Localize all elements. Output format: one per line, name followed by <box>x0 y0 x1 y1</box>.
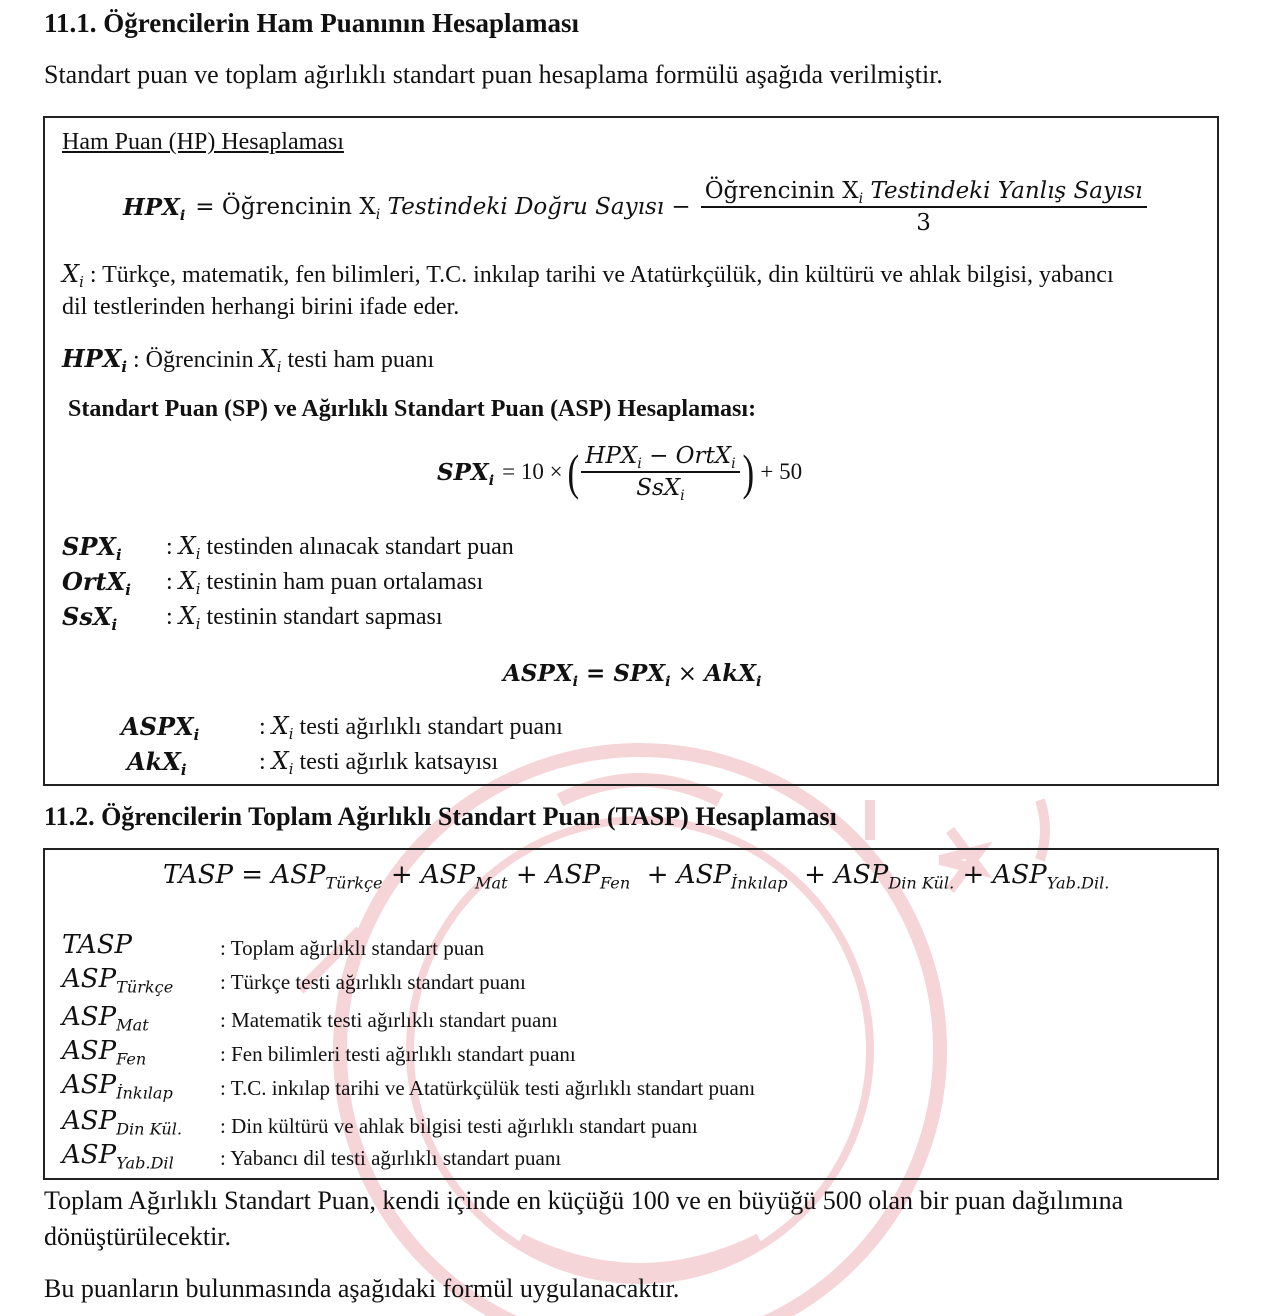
sp-formula: $SPX_i$ = 10 × ( $\frac{HPX_i - OrtX_i}{SsX_i}$ ) + 50 <box>437 443 803 504</box>
hp-fraction-numerator: Öğrencinin $X_i$ Testindeki Yanlış Sayısı <box>701 178 1147 208</box>
asp-inkilap-symbol: $ASP_{İnkılap}$ <box>62 1070 173 1103</box>
tasp-box <box>43 848 1219 1180</box>
tasp-formula-term: $ASP_{Yab.Dil.}$ <box>992 860 1110 893</box>
hp-fraction-denominator: 3 <box>916 210 931 236</box>
tasp-description: : Toplam ağırlıklı standart puan <box>220 936 485 960</box>
formula-intro-paragraph: Bu puanların bulunmasında aşağıdaki formül uygulanacaktır. <box>44 1274 680 1303</box>
tasp-formula-term: $ASP_{Mat}$ + <box>420 860 546 893</box>
tasp-formula: TASP = $ASP_{Türkçe} + ASP_{Mat} + ASP_{Fen} + ASP_{İnkılap} + ASP_{Din Kül.} + ASP_{Yab.Dil.}$ <box>163 860 1110 893</box>
akx-description: : $X_i$ testi ağırlık katsayısı <box>259 747 499 779</box>
sp-formula-fraction <box>581 443 739 504</box>
sp-heading: Standart Puan (SP) ve Ağırlıklı Standart Puan (ASP) Hesaplaması: <box>68 396 757 422</box>
tasp-definitions <box>62 930 755 1174</box>
closing-paragraph-line1: Toplam Ağırlıklı Standart Puan, kendi içinde en küçüğü 100 ve en büyüğü 500 olan bir puan dağılımına <box>44 1186 1124 1215</box>
asp-fen-symbol: $ASP_{Fen}$ <box>62 1036 147 1069</box>
sp-fraction-denominator: SsX$_i$ <box>636 475 685 504</box>
asp-mat-symbol: $ASP_{Mat}$ <box>62 1002 149 1035</box>
sp-formula-eq: = 10 × <box>502 459 563 484</box>
tasp-formula-term: $ASP_{Din Kül.}$ + <box>834 860 993 893</box>
hpx-definition: $HPX_i$ : Öğrencinin $X_i$ testi ham puanı <box>62 344 435 377</box>
asp-turkce-symbol: $ASP_{Türkçe}$ <box>62 964 174 997</box>
ortx-description: : $X_i$ testinin ham puan ortalaması <box>166 567 484 599</box>
hp-formula-lhs: $HPX_i$ <box>123 193 186 224</box>
intro-paragraph: Standart puan ve toplam ağırlıklı standart puan hesaplama formülü aşağıda verilmiştir. <box>44 60 943 89</box>
closing-paragraph-line2: dönüştürülecektir. <box>44 1222 232 1251</box>
asp-mat-description: : Matematik testi ağırlıklı standart puanı <box>220 1008 558 1032</box>
ssx-symbol: SsX$_i$ <box>62 602 118 635</box>
asp-turkce-description: : Türkçe testi ağırlıklı standart puanı <box>220 970 526 994</box>
sp-fraction-numerator: $HPX_i$ − OrtX$_i$ <box>581 443 739 473</box>
spx-description: : $X_i$ testinden alınacak standart puan <box>166 532 514 564</box>
asp-yabdil-symbol: $ASP_{Yab.Dil}$ <box>62 1140 174 1173</box>
aspx-description: : $X_i$ testi ağırlıklı standart puanı <box>259 712 563 744</box>
hp-subheading: Ham Puan (HP) Hesaplaması <box>62 129 344 155</box>
hp-formula-first-term: = Öğrencinin $X_i$ Testindeki Doğru Sayısı − <box>195 194 691 223</box>
sp-formula-lhs: $SPX_i$ <box>437 458 495 489</box>
asp-formula: $ASPX_i = SPX_i \times AkX_i$ <box>503 660 762 690</box>
ssx-description: : $X_i$ testinin standart sapması <box>166 602 443 634</box>
section-heading-2: 11.2. Öğrencilerin Toplam Ağırlıklı Standart Puan (TASP) Hesaplaması <box>44 802 837 831</box>
tasp-formula-term: $ASP_{Fen}$ + <box>545 860 677 893</box>
asp-yabdil-description: : Yabancı dil testi ağırlıklı standart puanı <box>220 1146 562 1170</box>
asp-definitions <box>121 712 563 780</box>
asp-fen-description: : Fen bilimleri testi ağırlıklı standart puanı <box>220 1042 576 1066</box>
xi-definition-line2: dil testlerinden herhangi birini ifade eder. <box>62 294 460 320</box>
asp-din-symbol: $ASP_{Din Kül.}$ <box>62 1106 182 1139</box>
raw-score-box <box>43 116 1219 786</box>
ortx-symbol: OrtX$_i$ <box>62 567 131 600</box>
tasp-symbol: TASP <box>62 930 133 960</box>
spx-symbol: $SPX_i$ <box>62 532 122 565</box>
section-heading-1: 11.1. Öğrencilerin Ham Puanının Hesaplaması <box>44 8 580 38</box>
sp-formula-tail: + 50 <box>760 459 803 484</box>
aspx-symbol: $ASPX_i$ <box>121 712 200 745</box>
hp-formula <box>123 178 1147 236</box>
sp-definitions <box>62 532 514 635</box>
tasp-formula-term: $ASP_{İnkılap}$ + <box>676 860 835 893</box>
xi-definition-line1: $X_i$ : Türkçe, matematik, fen bilimleri, T.C. inkılap tarihi ve Atatürkçülük, din kültürü ve ahlak bilgisi, yabancı <box>62 260 1114 292</box>
akx-symbol: AkX$_i$ <box>127 747 187 780</box>
asp-din-description: : Din kültürü ve ahlak bilgisi testi ağırlıklı standart puanı <box>220 1114 698 1138</box>
tasp-formula-term: $ASP_{Türkçe}$ + <box>271 860 421 893</box>
asp-inkilap-description: : T.C. inkılap tarihi ve Atatürkçülük testi ağırlıklı standart puanı <box>220 1076 756 1100</box>
hp-formula-fraction <box>701 178 1147 236</box>
